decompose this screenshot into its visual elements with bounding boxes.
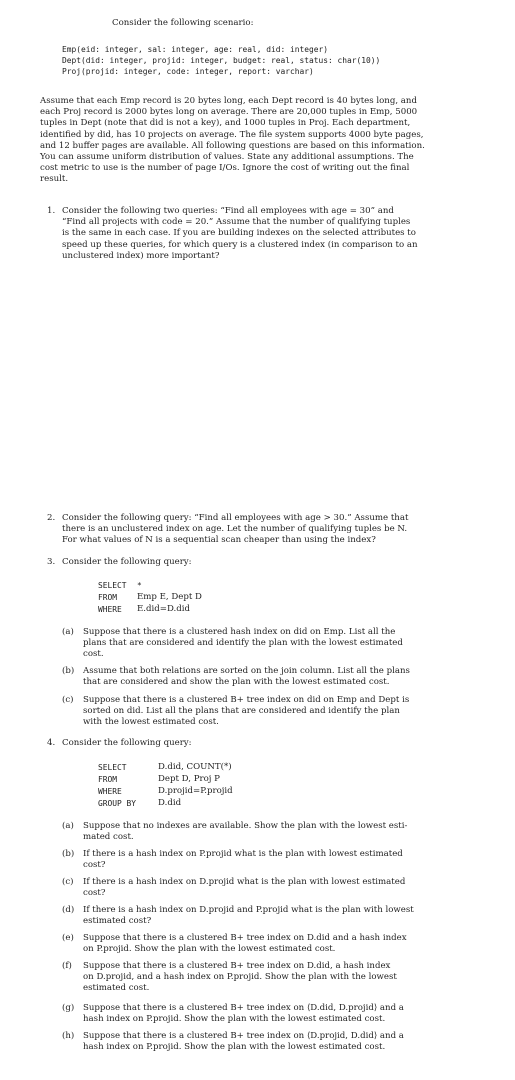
q4-sql-value-text: D.did, COUNT(*) [158, 762, 232, 772]
q4-sql-value: D.projid=P.projid [158, 786, 233, 796]
q4-sub-label: (h) [62, 1031, 75, 1041]
q1-line: speed up these queries, for which query is a clustered index (in comparison to an [62, 239, 418, 250]
q3-sub-line: that are considered and show the plan with the lowest estimated cost. [83, 677, 390, 688]
q3-sub-line: Assume that both relations are sorted on the join column. List all the plans [83, 666, 410, 676]
q4-text: Consider the following query: [62, 738, 192, 748]
q3-sub-text [83, 666, 483, 688]
q4-sub-line: on P.projid. Show the plan with the lowest estimated cost. [83, 944, 336, 955]
q1-line: is the same in each case. If you are building indexes on the selected attributes to [62, 228, 416, 239]
assumptions-paragraph [40, 96, 483, 186]
q4-sub-line: If there is a hash index on D.projid what is the plan with lowest estimated [83, 877, 406, 887]
q4-sub-line: hash index on P.projid. Show the plan with the lowest estimated cost. [83, 1014, 386, 1025]
assumption-line: You can assume uniform distribution of values. State any additional assumptions. The [40, 152, 414, 163]
schema-dept: Dept(did: integer, projid: integer, budget: real, status: char(10)) [62, 56, 381, 65]
schema-proj: Proj(projid: integer, code: integer, report: varchar) [62, 67, 314, 76]
q4-sub-text [83, 849, 483, 871]
assumption-line: cost metric to use is the number of page I/Os. Ignore the cost of writing out the final [40, 163, 410, 174]
q4-sub-line: If there is a hash index on P.projid what is the plan with lowest estimated [83, 849, 403, 859]
q4-sub-label: (c) [62, 877, 74, 887]
q4-sub-label: (f) [62, 961, 72, 971]
q4-sub-line: Suppose that there is a clustered B+ tree index on D.did, a hash index [83, 961, 391, 971]
q4-sub-line: on D.projid, and a hash index on P.projid. Show the plan with the lowest [83, 972, 397, 983]
q2-number: 2. [47, 513, 56, 523]
q4-sub-line: Suppose that there is a clustered B+ tree index on D.did and a hash index [83, 933, 407, 943]
assumption-line: Assume that each Emp record is 20 bytes long, each Dept record is 40 bytes long, and [40, 96, 417, 106]
q4-sub-text [83, 821, 483, 843]
q4-sub-label: (e) [62, 933, 74, 943]
q3-sql-keyword: SELECT [98, 581, 127, 590]
assumption-line: tuples in Dept (note that did is not a key), and 1000 tuples in Proj. Each department, [40, 118, 411, 129]
q4-sub-line: hash index on P.projid. Show the plan with the lowest estimated cost. [83, 1042, 386, 1053]
q4-sub-line: estimated cost? [83, 916, 152, 927]
intro-line: Consider the following scenario: [112, 18, 254, 28]
q1-line: “Find all projects with code = 20.” Assume that the number of qualifying tuples [62, 217, 411, 228]
q3-number: 3. [47, 557, 56, 567]
q2-line: Consider the following query: “Find all employees with age > 30.” Assume that [62, 513, 409, 523]
q2-line: there is an unclustered index on age. Let the number of qualifying tuples be N. [62, 524, 408, 535]
q3-sql-value: * [137, 581, 142, 590]
q3-sub-line: plans that are considered and identify the plan with the lowest estimated [83, 638, 403, 649]
q4-sql-keyword: FROM [98, 775, 118, 784]
q1-line: unclustered index) more important? [62, 250, 220, 261]
schema-emp: Emp(eid: integer, sal: integer, age: real, did: integer) [62, 45, 329, 54]
q4-sub-label: (g) [62, 1003, 75, 1013]
q3-sql-keyword: WHERE [98, 605, 122, 614]
q4-sql-value: Dept D, Proj P [158, 774, 220, 784]
q4-sub-text [83, 905, 483, 927]
q1-number: 1. [47, 206, 56, 216]
assumption-line: result. [40, 174, 69, 185]
q3-sub-line: Suppose that there is a clustered B+ tree index on did on Emp and Dept is [83, 695, 410, 705]
q4-sub-text [83, 933, 483, 955]
q3-sub-label: (a) [62, 627, 74, 637]
assumption-line: identified by did, has 10 projects on average. The file system supports 4000 byte pages, [40, 129, 424, 140]
q4-number: 4. [47, 738, 56, 748]
q4-sub-text [83, 1031, 483, 1053]
q4-sub-text [83, 961, 483, 995]
q4-sql-value: D.did [158, 798, 182, 808]
q3-sub-label: (c) [62, 695, 74, 705]
q4-sql-keyword: WHERE [98, 787, 122, 796]
q1-text [62, 206, 483, 262]
q4-sub-line: Suppose that no indexes are available. Show the plan with the lowest esti- [83, 821, 408, 831]
q4-sub-line: If there is a hash index on D.projid and P.projid what is the plan with lowest [83, 905, 414, 915]
q4-sub-line: cost? [83, 860, 106, 871]
q4-sub-line: Suppose that there is a clustered B+ tree index on ⟨D.did, D.projid⟩ and a [83, 1003, 404, 1013]
assumption-line: and 12 buffer pages are available. All following questions are based on this information. [40, 140, 425, 151]
q4-sql-value [158, 762, 232, 773]
q3-sql-value: E.did=D.did [137, 604, 191, 614]
q4-sub-label: (b) [62, 849, 75, 859]
q2-text [62, 513, 483, 547]
q3-sub-line: Suppose that there is a clustered hash index on did on Emp. List all the [83, 627, 396, 637]
q3-sub-text [83, 627, 483, 661]
q4-sub-line: mated cost. [83, 832, 134, 843]
q3-sub-line: cost. [83, 649, 104, 660]
q3-text: Consider the following query: [62, 557, 192, 567]
q3-sql-value: Emp E, Dept D [137, 592, 202, 602]
q4-sub-line: Suppose that there is a clustered B+ tree index on ⟨D.projid, D.did⟩ and a [83, 1031, 404, 1041]
q2-line: For what values of N is a sequential scan cheaper than using the index? [62, 535, 376, 546]
q4-sub-line: estimated cost. [83, 983, 150, 994]
q3-sub-label: (b) [62, 666, 75, 676]
assumption-line: each Proj record is 2000 bytes long on average. There are 20,000 tuples in Emp, 5000 [40, 107, 418, 118]
q4-sub-label: (a) [62, 821, 74, 831]
q4-sub-text [83, 877, 483, 899]
q3-sub-line: with the lowest estimated cost. [83, 717, 219, 728]
q4-sql-keyword: SELECT [98, 763, 127, 772]
q1-line: Consider the following two queries: “Find all employees with age = 30” and [62, 206, 394, 216]
q4-sql-keyword: GROUP BY [98, 799, 137, 808]
q4-sub-line: cost? [83, 888, 106, 899]
q3-sub-text [83, 695, 483, 729]
q4-sub-text [83, 1003, 483, 1025]
q3-sub-line: sorted on did. List all the plans that are considered and identify the plan [83, 706, 400, 717]
q3-sql-keyword: FROM [98, 593, 118, 602]
q4-sub-label: (d) [62, 905, 75, 915]
